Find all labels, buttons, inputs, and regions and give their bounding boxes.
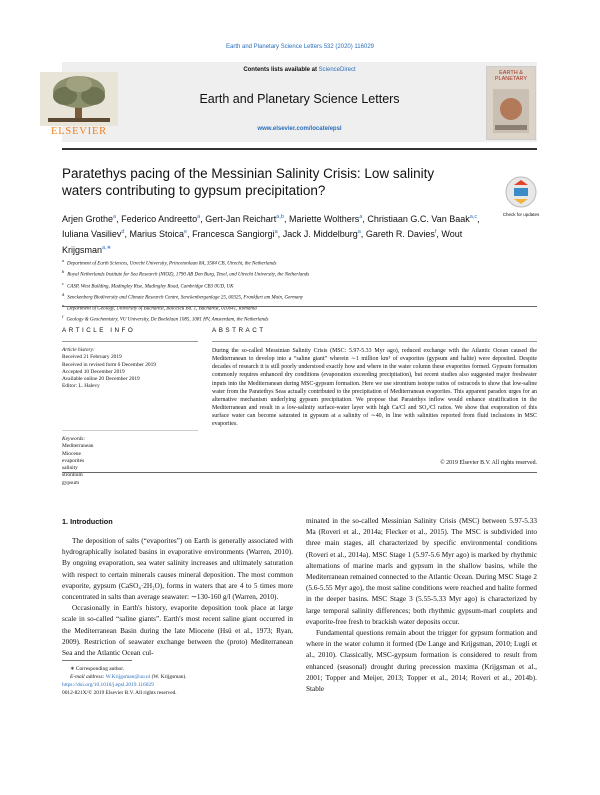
author[interactable]: Christiaan G.C. Van Baak bbox=[367, 214, 470, 224]
affiliation bbox=[62, 291, 532, 302]
keyword: Miocene bbox=[62, 450, 81, 457]
cover-title: EARTH & PLANETARY bbox=[494, 70, 528, 82]
email-suffix: (W. Krijgsman). bbox=[151, 674, 187, 681]
cover-image-icon bbox=[493, 89, 529, 133]
author[interactable]: Wout Krijgsman bbox=[62, 229, 463, 255]
author[interactable]: Iuliana Vasiliev bbox=[62, 229, 122, 240]
author-list: Arjen Grothe$^a$, Federico Andreetto$^a$, Gert-Jan Reichart$^{a,b}$, Mariette Wolthers$^a$, Christiaan G.C. Van Baak$^{a,c}$, Iuliana Vasiliev$^d$, Marius Stoica$^e$, Francesca Sangiorgi$^a$, Jack J. Middelburg$^a$, Gareth R. Davies$^f$, Wout Krijgsman$^{a,∗}$ bbox=[62, 214, 480, 255]
author-affiliation-marker[interactable]: a bbox=[357, 229, 361, 236]
author-affiliation-marker[interactable]: a,b bbox=[276, 214, 284, 220]
footnote-rule bbox=[62, 660, 132, 661]
article-info-rule bbox=[62, 341, 198, 342]
article-info-heading: ARTICLE INFO bbox=[62, 327, 136, 334]
journal-banner bbox=[62, 62, 537, 142]
email-line bbox=[62, 673, 293, 681]
history-items bbox=[62, 354, 202, 390]
elsevier-logo bbox=[40, 72, 118, 140]
affiliation-key: d bbox=[62, 291, 65, 297]
intro-paragraph: Fundamental questions remain about the trigger for gypsum formation and where in the water column it formed (De Lange and Krijgsman, 2010; Lugli et al., 2010). Classically, MSC-gypsum formation is considered to result from enhanced (seasonal) drought during precession maxima (Krijgsman et al., 2001; Topper and Meijer, 2013; Topper et al., 2014; Roveri et al., 2014b). Stable bbox=[306, 629, 537, 694]
affiliation-text: Royal Netherlands Institute for Sea Research (NIOZ), 1790 AB Den Burg, Texel, and Utrecht University, the Netherlands bbox=[67, 272, 310, 278]
keyword: evaporites bbox=[62, 457, 85, 464]
affiliation bbox=[62, 302, 532, 313]
author-affiliation-marker[interactable]: a bbox=[113, 214, 117, 220]
affiliation-text: CASP, West Building, Madingley Rise, Madingley Road, Cambridge CB3 0UD, UK bbox=[67, 284, 234, 290]
affiliation-key: e bbox=[62, 303, 64, 308]
author[interactable]: Jack J. Middelburg bbox=[282, 229, 358, 240]
elsevier-tree-icon bbox=[40, 72, 118, 126]
affiliation-text: Department of Geology, University of Bucharest, Bălcescu Bd. 1, Bucharest, 010041, Romania bbox=[67, 306, 257, 312]
history-item: Received 21 February 2019 bbox=[62, 354, 122, 361]
history-item: Accepted 10 December 2019 bbox=[62, 368, 125, 375]
keywords bbox=[62, 436, 202, 487]
keyword: Mediterranean bbox=[62, 443, 94, 450]
check-for-updates-label[interactable]: Check for updates bbox=[502, 212, 540, 217]
issn-line: 0012-821X/© 2019 Elsevier B.V. All rights reserved. bbox=[62, 690, 177, 697]
author[interactable]: Federico Andreetto bbox=[121, 214, 198, 224]
affiliation bbox=[62, 268, 532, 279]
keyword: salinity bbox=[62, 465, 78, 472]
abstract-rule bbox=[212, 341, 537, 342]
check-for-updates-icon[interactable] bbox=[505, 176, 537, 208]
sciencedirect-link[interactable]: ScienceDirect bbox=[318, 67, 356, 73]
history-rule bbox=[62, 430, 198, 431]
author-affiliation-marker[interactable]: d bbox=[121, 229, 125, 236]
journal-cover bbox=[486, 66, 536, 140]
contents-prefix: Contents lists available at bbox=[243, 67, 319, 73]
contents-line bbox=[62, 67, 537, 73]
author-affiliation-marker[interactable]: a bbox=[274, 229, 278, 236]
body-column-left bbox=[62, 536, 293, 659]
history-item: Editor: L. Halevy bbox=[62, 383, 100, 390]
author-affiliation-marker[interactable]: a bbox=[359, 214, 363, 220]
author-affiliation-marker[interactable]: a,∗ bbox=[102, 244, 112, 251]
author-affiliation-marker[interactable]: a bbox=[197, 214, 201, 220]
author[interactable]: Mariette Wolthers bbox=[288, 214, 360, 224]
affiliation-key: c bbox=[62, 280, 64, 286]
history-item: Available online 20 December 2019 bbox=[62, 376, 140, 383]
footnotes bbox=[62, 665, 293, 697]
keyword: strontium bbox=[62, 472, 83, 479]
email-label: E-mail address: bbox=[70, 674, 105, 681]
affiliation-rule bbox=[62, 306, 537, 307]
paper-title: Paratethys pacing of the Messinian Salinity Crisis: Low salinity waters contributing to gypsum precipitation? bbox=[62, 166, 435, 198]
abstract-heading: ABSTRACT bbox=[212, 327, 266, 334]
journal-title: Earth and Planetary Science Letters bbox=[199, 92, 400, 106]
author[interactable]: Marius Stoica bbox=[129, 229, 184, 240]
intro-paragraph: The deposition of salts (“evaporites”) on Earth is generally associated with hydrographically isolated basins in evaporative environments (Warren, 2010). By ongoing evaporation, sea water salinity increases and ultimately saturation with respect to certain minerals causes mineral deposition. The most common evaporite, gypsum (CaSO₄·2H₂O), forms in waters that are 4 to 5 times more concentrated in salts than average seawater: ∼130-160 g/l (Warren, 2010). bbox=[62, 537, 293, 602]
header-rule bbox=[62, 148, 537, 150]
author-affiliation-marker[interactable]: e bbox=[183, 229, 188, 236]
author[interactable]: Gert-Jan Reichart bbox=[205, 214, 277, 224]
affiliation-text: Department of Earth Sciences, Utrecht University, Princetonlaan 8A, 3584 CB, Utrecht, the Netherlands bbox=[67, 261, 277, 267]
body-column-right bbox=[306, 516, 537, 695]
affiliation bbox=[62, 313, 532, 324]
corresponding-author-note: ∗ Corresponding author. bbox=[70, 666, 125, 672]
affiliation-key: a bbox=[62, 258, 64, 263]
intro-paragraph: minated in the so-called Messinian Salinity Crisis (MSC) between 5.97-5.33 Ma (Roveri et al., 2014a; Flecker et al., 2015). The MSC is subdivided into three main stages, all characterized by specific environmental conditions (Roveri et al., 2014a). MSC Stage 1 (5.97-5.6 Myr ago) is marked by rhythmic alternations of marine marls and gypsum in the shallow basins, while the Mediterranean remained connected to the Atlantic Ocean. During MSC Stage 2 (5.6-5.55 Myr ago), the most saline conditions were reached and halite formed in the deeper basins. MSC Stage 3 (5.55-5.33 Myr ago) is characterized by large temporal salinity differences; both rhythmic gypsum-marl couplets and evaporite-free fresh to brackish water deposits occur. bbox=[306, 517, 537, 626]
affiliation-key: f bbox=[62, 314, 64, 320]
affiliation-text: Senckenberg Biodiversity and Climate Research Centre, Senckenberganlage 25, 60325, Frankfurt am Main, Germany bbox=[67, 295, 304, 301]
keywords-label: Keywords: bbox=[62, 436, 86, 442]
journal-url[interactable]: www.elsevier.com/locate/epsl bbox=[257, 126, 342, 132]
affiliation-list bbox=[62, 257, 532, 325]
author-affiliation-marker[interactable]: a,c bbox=[469, 214, 478, 220]
intro-paragraph: Occasionally in Earth's history, evaporite deposition took place at large scale in so-called “saline giants”. Earth's most recent saline giant occurred in the Mediterranean Basin during the late Miocene (Hsü et al., 1973; Ryan, 2009). Restriction of seawater exchange between the (proto) Mediterranean Sea and the Atlantic Ocean cul- bbox=[62, 604, 293, 658]
affiliation-text: Geology & Geochemistry, VU University, De Boelelaan 1085, 1081 HV, Amsterdam, the Netherlands bbox=[66, 317, 269, 323]
article-history bbox=[62, 347, 202, 391]
affiliation bbox=[62, 257, 532, 268]
keyword: gypsum bbox=[62, 479, 80, 486]
affiliation-key: b bbox=[62, 269, 65, 275]
email-link[interactable]: W.Krijgsman@uu.nl bbox=[105, 674, 151, 681]
author[interactable]: Arjen Grothe bbox=[62, 214, 114, 224]
author-affiliation-marker[interactable]: f bbox=[434, 229, 437, 236]
abstract-text: During the so-called Messinian Salinity Crisis (MSC: 5.97-5.33 Myr ago), reduced exchange with the Atlantic Ocean caused the Mediterranean to develop into a “saline giant” wherein ∼1 million km³ of evaporites (gypsum and halite) were deposited. Despite decades of research it is still poorly understood exactly how and where in the water column these evaporites formed. Gypsum formation commonly requires enhanced dry conditions (evaporation exceeding precipitation), but recent studies also suggested major freshwater inputs into the Mediterranean during MSC-gypsum formation. Here we use strontium isotope ratios of ostracods to show that low-saline water from the Paratethys Seas actually contributed to the precipitation of Mediterranean evaporites. This apparent paradox urges for an alternative mechanism underlying gypsum precipitation. We propose that Paratethys inflow would enhance stratification in the Mediterranean and result in a low-salinity surface-water layer with high Ca/Cl and SO₄/Cl ratios. We show that evaporation of this surface water can become saturated in gypsum at a salinity of ∼40, in line with salinities reported from fluid inclusions in MSC evaporites. bbox=[212, 348, 537, 428]
abstract-end-rule bbox=[62, 472, 537, 473]
publisher-name: ELSEVIER bbox=[51, 126, 107, 137]
author[interactable]: Gareth R. Davies bbox=[365, 229, 435, 240]
history-item: Received in revised form 6 December 2019 bbox=[62, 361, 157, 368]
keyword-items bbox=[62, 443, 202, 487]
journal-reference[interactable]: Earth and Planetary Science Letters 532 (2020) 116029 bbox=[226, 44, 374, 50]
abstract-copyright: © 2019 Elsevier B.V. All rights reserved. bbox=[440, 460, 537, 466]
introduction-heading: 1. Introduction bbox=[62, 517, 113, 526]
author[interactable]: Francesca Sangiorgi bbox=[192, 229, 275, 240]
doi-link[interactable]: https://doi.org/10.1016/j.epsl.2019.116029 bbox=[62, 682, 154, 689]
history-label: Article history: bbox=[62, 347, 95, 353]
affiliation bbox=[62, 280, 532, 291]
